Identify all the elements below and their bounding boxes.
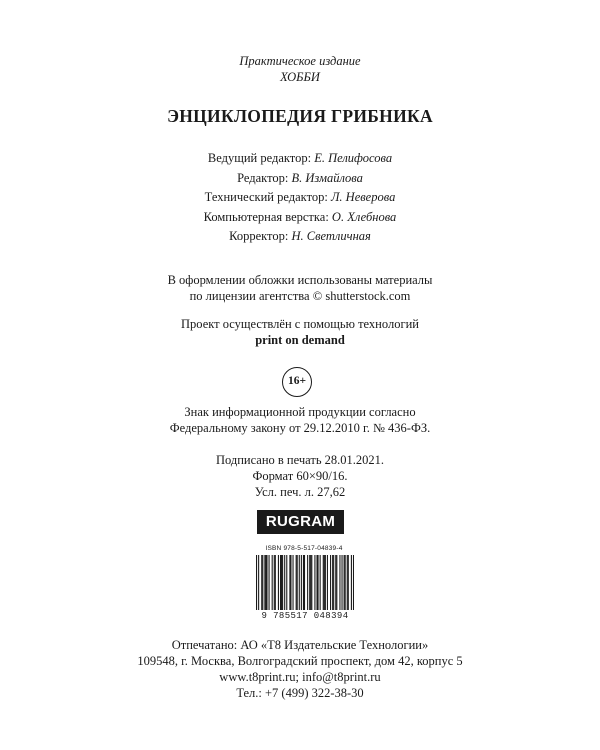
series-label: Практическое издание [239,54,361,68]
credit-name: Е. Пелифосова [314,151,393,165]
barcode-bar [335,555,336,611]
printer-phone: Тел.: +7 (499) 322-38-30 [236,686,364,700]
barcode-bar [332,555,333,611]
printer-web: www.t8print.ru; info@t8print.ru [219,670,381,684]
credit-role: Технический редактор: [204,190,328,204]
printer-name: Отпечатано: АО «Т8 Издательские Технологии» [171,638,429,652]
barcode-bar [341,555,342,611]
barcode-bar [318,555,319,611]
barcode-bar [292,555,293,611]
credit-line [0,208,600,228]
barcode-bar [330,555,331,611]
barcode-bar [347,555,348,611]
barcode-bar [266,555,267,611]
credit-role: Корректор: [229,229,289,243]
barcode-bar [324,555,325,611]
credit-role: Редактор: [237,170,289,185]
format-info: Формат 60×90/16. [252,469,348,483]
barcode-bar [282,555,283,611]
barcode-bar [275,555,276,611]
series-name: ХОББИ [280,70,320,84]
barcode-bar [272,555,273,611]
barcode-bar [262,555,263,611]
barcode-bar [296,555,297,611]
print-sheets: Усл. печ. л. 27,62 [254,485,346,499]
print-on-demand-note: Проект осуществлён с помощью технологий [181,317,419,331]
isbn-label: ISBN 978-5-517-04839-4 [265,545,343,552]
barcode-bar [339,555,340,611]
credit-role: Компьютерная верстка: [203,209,329,224]
barcode-bar [316,555,317,611]
barcode-bar [274,555,275,611]
barcode-bar [304,555,305,611]
barcode-bar [336,555,337,611]
barcode-bar [311,555,312,611]
barcode-bar [281,555,282,611]
book-title: ЭНЦИКЛОПЕДИЯ ГРИБНИКА [167,106,433,126]
barcode-bar [344,555,345,611]
barcode-bar [310,555,311,611]
credit-line [0,188,600,208]
barcode-bar [278,555,279,611]
rugram-logo: RUGRAM [257,510,344,534]
barcode-bar [284,555,285,611]
barcode-bar [299,555,300,611]
barcode-bar [297,555,298,611]
barcode-bar [264,555,265,611]
barcode-bar [261,555,262,611]
credit-line [0,169,600,189]
credit-name: Л. Неверова [330,190,396,204]
barcode-digits: 9 785517 048394 [256,610,354,622]
barcode-bar [348,555,349,611]
print-on-demand-label: print on demand [255,333,345,347]
barcode-bar [290,555,291,611]
credit-name: О. Хлебнова [331,209,397,224]
barcode-bar [320,555,321,611]
barcode-bar [289,555,290,611]
barcode-bar [327,555,328,611]
barcode-bar [325,555,326,611]
barcode-bar [286,555,287,611]
law-note-line: Знак информационной продукции согласно [184,405,416,419]
barcode-bar [265,555,266,611]
barcode-bar [269,555,270,611]
credit-line [0,227,600,247]
cover-note-line: по лицензии агентства © shutterstock.com [189,289,411,303]
credit-name: В. Измайлова [291,170,363,185]
barcode-bar [314,555,315,611]
signed-date: Подписано в печать 28.01.2021. [215,453,385,467]
barcode-bar [303,555,304,611]
barcode-bar [345,555,346,611]
cover-note-line: В оформлении обложки использованы материалы [167,273,433,287]
credit-line [0,149,600,169]
credit-role: Ведущий редактор: [207,151,312,165]
barcode-bar [309,555,310,611]
printer-address: 109548, г. Москва, Волгоградский проспект, дом 42, корпус 5 [137,654,463,668]
credit-name: Н. Светличная [291,229,371,243]
barcode-bar [333,555,334,611]
barcode-bar [301,555,302,611]
age-rating-badge: 16+ [282,367,312,397]
barcode-bar [280,555,281,611]
law-note-line: Федеральному закону от 29.12.2010 г. № 436-ФЗ. [169,421,431,435]
barcode-bar [323,555,324,611]
